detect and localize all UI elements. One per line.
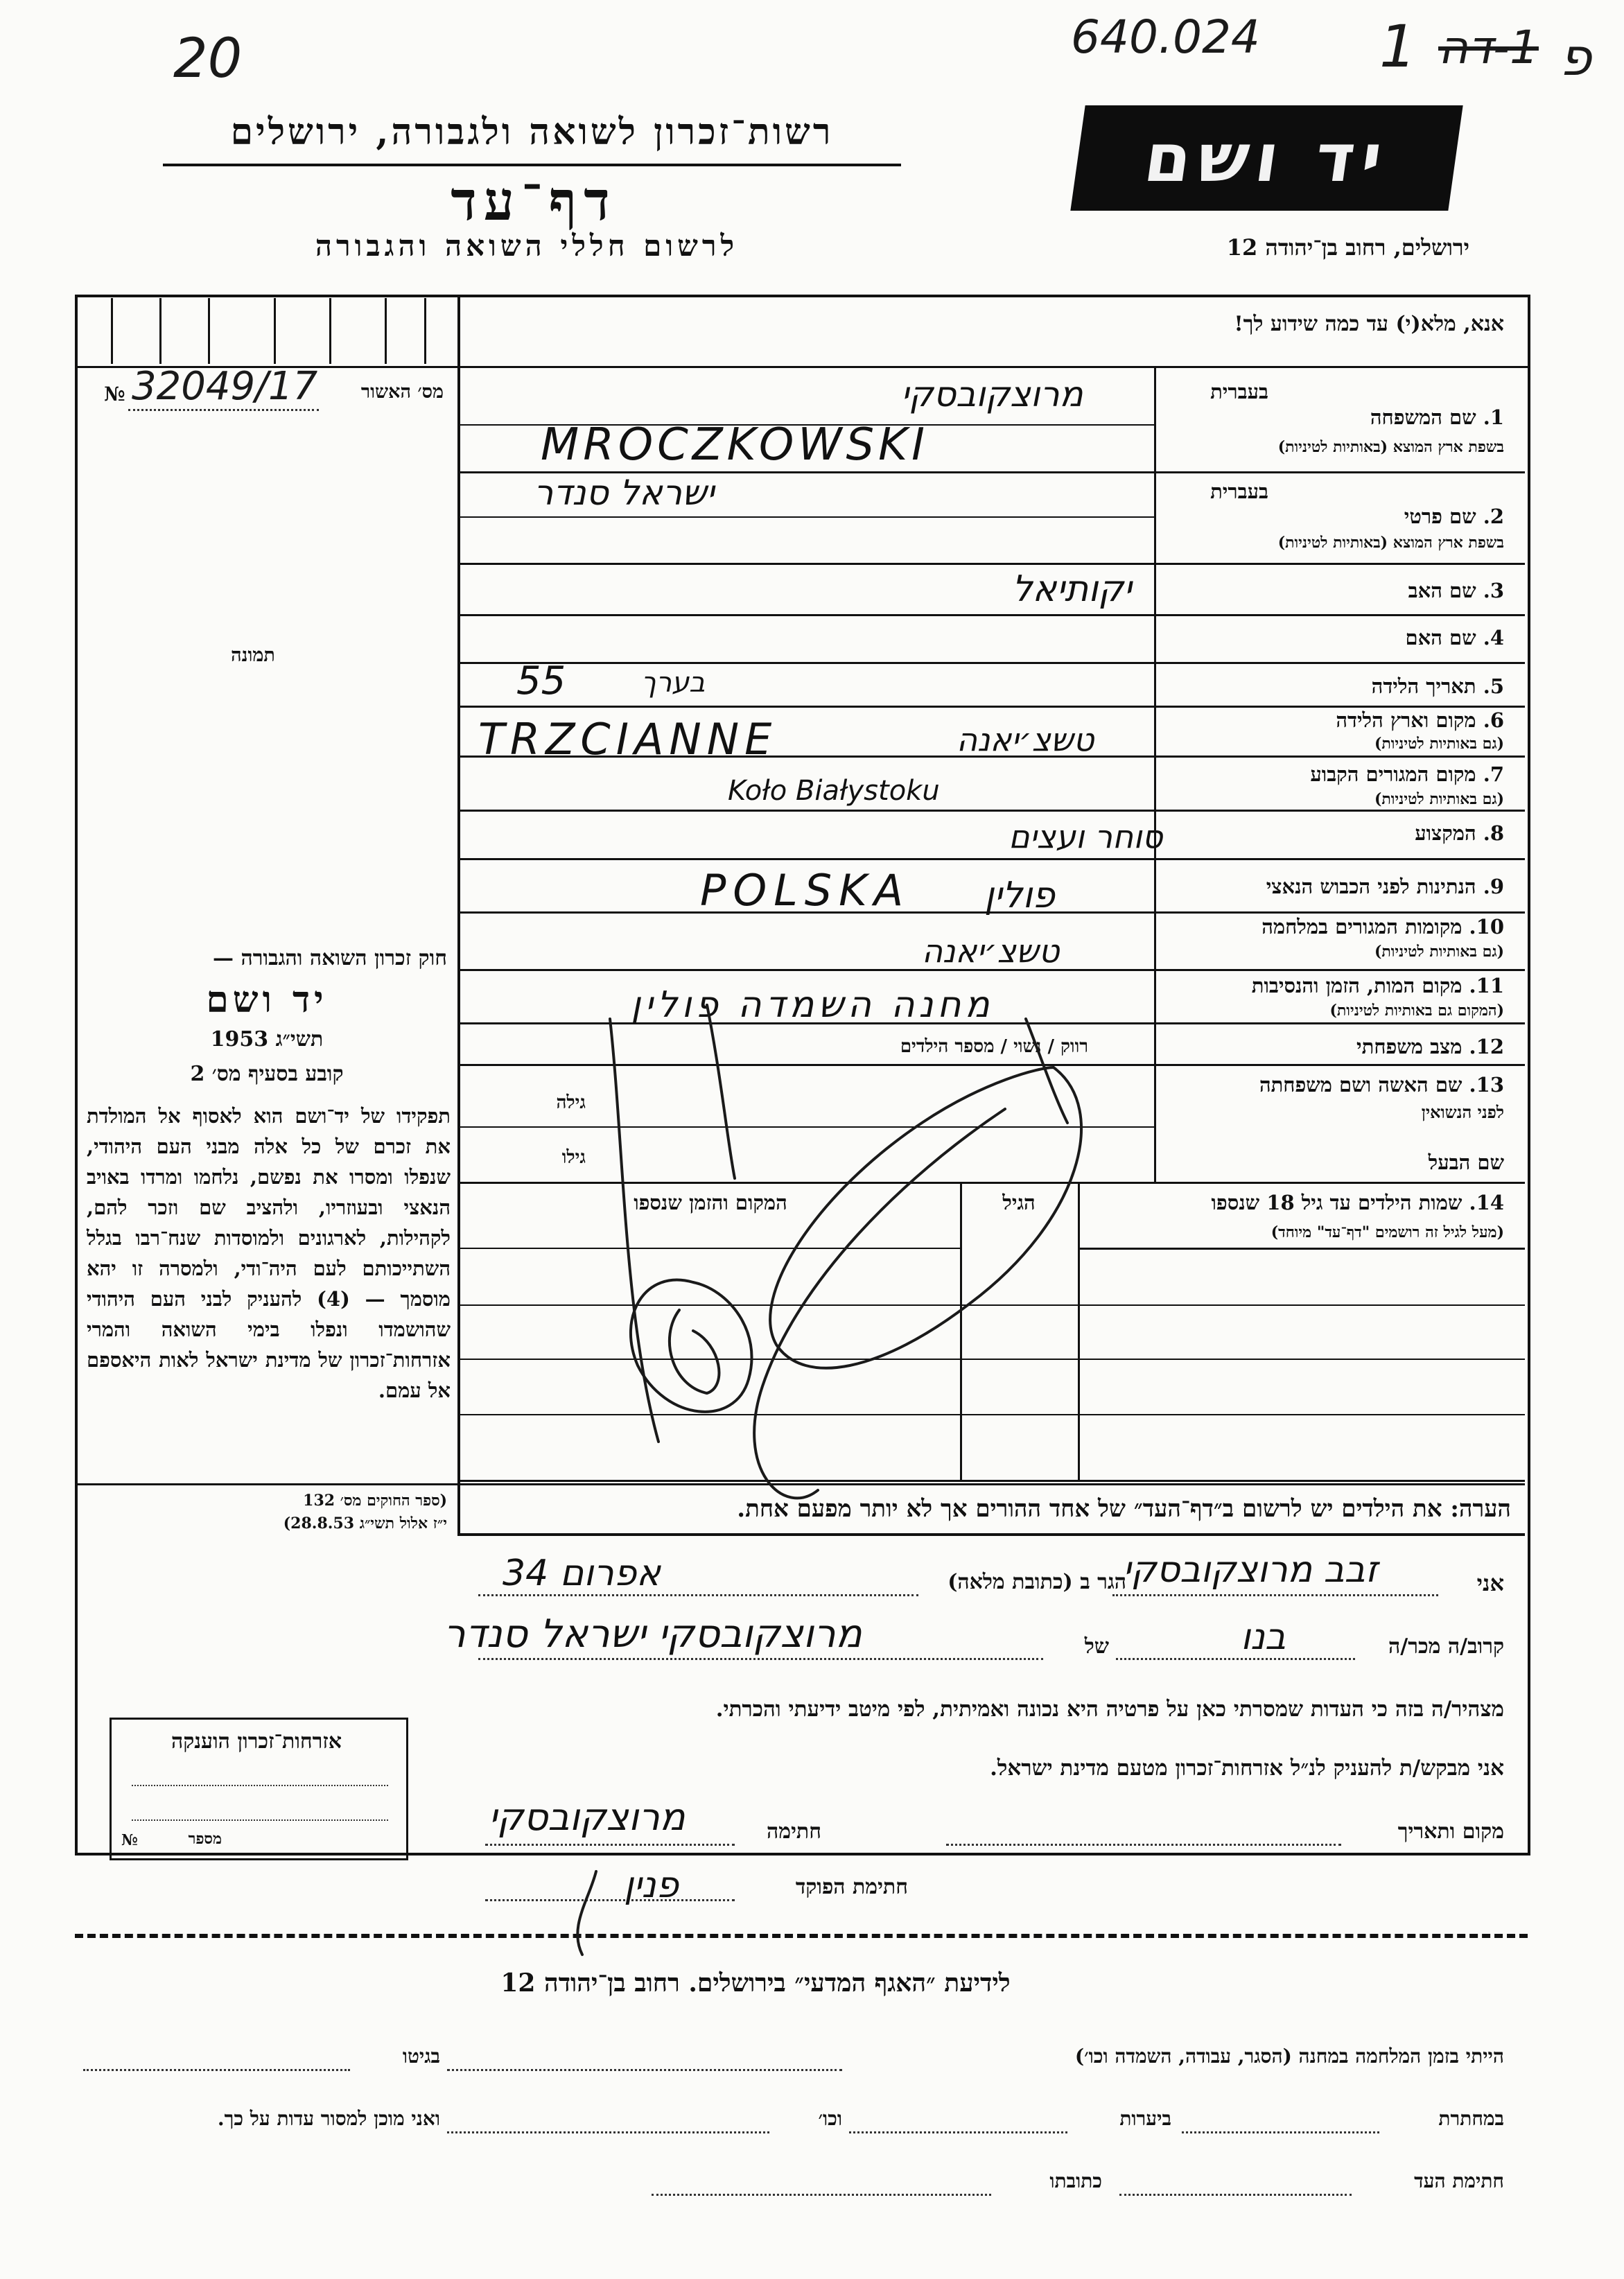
footer-line2-b: ביערות <box>1119 2107 1171 2130</box>
field-11-value: מחנה השמדה פולין <box>631 984 994 1026</box>
field-6-label: 6. מקום וארץ הלידה <box>1336 708 1504 732</box>
place-date-label: מקום ותאריך <box>1397 1819 1504 1844</box>
field-3-value: יקותיאל <box>1012 568 1132 610</box>
field-10-sublabel: (גם באותיות לטיניות) <box>1374 943 1504 961</box>
in-hebrew-label-2: בעברית <box>1210 480 1268 503</box>
field-8-value: סוחר ועצים <box>1009 818 1163 855</box>
field-5-value-b: בערך <box>641 667 706 699</box>
field-2-label: 2. שם פרטי <box>1404 505 1504 528</box>
signature-value: מרוצקובסקי <box>489 1795 686 1839</box>
field-1-label: 1. שם המשפחה <box>1370 405 1504 429</box>
handwritten-archive-number: 640.024 <box>1071 10 1260 64</box>
field-9-hebrew-value: פולין <box>984 875 1055 916</box>
handwritten-sheet-code-new: פ <box>1560 28 1592 87</box>
field-4-label: 4. שם האם <box>1405 626 1504 649</box>
header-address: ירושלים, רחוב בן־יהודה 12 <box>1226 234 1469 261</box>
instructions: אנא, מלא(י) עד כמה שידוע לך! <box>1234 312 1504 336</box>
declaration-address-value: אפרום 34 <box>503 1553 661 1594</box>
husband-label: שם הבעל <box>1428 1151 1504 1174</box>
field-7-sublabel: (גם באותיות לטיניות) <box>1374 790 1504 808</box>
field-1-latin-value: MROCZKOWSKI <box>541 419 929 471</box>
field-2-hebrew-value: ישראל סנדר <box>534 473 715 513</box>
field-8-label: 8. המקצוע <box>1415 821 1504 845</box>
field-10-label: 10. מקומות המגורים במלחמה <box>1261 915 1504 938</box>
law-reference-2: י״ז אלול תשי״ג 28.8.53) <box>283 1514 447 1533</box>
citizenship-number-label: מספר <box>188 1830 222 1848</box>
field-6-latin-value: TRZCIANNE <box>478 714 778 765</box>
field-6-hebrew-value: טשצ׳יאנה <box>957 721 1094 758</box>
law-text: תפקידו של יד־ושם הוא לאסוף אל המולדת את זכרם של כל אלה מבני העם היהודי, שנפלו ומסרו את נפשם, נלחמו ומרדו באויב הנאצי ובעוזריו, ולהציב שם וזכר להם, לקהילות, לארגונים ולמוסדות שנח־רבו בגלל השתייכותם לעם היה־ודי, ולמסרה זו יהא מוסמך — (4) להעניק לבני העם היהודי שהושמדו ונפלו בימי השואה והמרי אזרחות־זכרון של מדינת ישראל לאות היאספם אל עמם. <box>87 1104 451 1402</box>
photo-label: תמונה <box>231 645 275 666</box>
declaration-statement: מצהיר/ה בזה כי העדות שמסרתי כאן על פרטיה היא נכונה ואמיתית, לפי מיטב ידיעתי והכרתי. <box>715 1697 1504 1722</box>
handwritten-page-number: 20 <box>173 28 243 90</box>
form-title: דף־עד <box>451 170 617 233</box>
declaration-of-value: מרוצקובסקי ישראל סנדר <box>444 1612 862 1657</box>
field-14-label: 14. שמות הילדים עד גיל 18 שנספו <box>1211 1191 1504 1214</box>
declaration-relative-value: בנו <box>1241 1616 1286 1658</box>
law-reference-1: (ספר החוקים מס׳ 132 <box>303 1492 447 1510</box>
signature-label: חתימה <box>767 1819 821 1844</box>
husband-age-label: גילו <box>561 1147 586 1168</box>
note: הערה: את הילדים יש לרשום ב״דף־העד״ של אחד ההורים אך לא יותר מפעם אחת. <box>737 1495 1511 1523</box>
field-13-label: 13. שם האשה ושם משפחתה <box>1259 1073 1504 1097</box>
wife-age-label: גילה <box>556 1092 586 1113</box>
handwritten-sheet-number: 1 <box>1379 12 1417 80</box>
footer-line2-c: וכו׳ <box>818 2107 842 2130</box>
footer-line3-a: חתימת העד <box>1414 2169 1504 2192</box>
logo-text: יד ושם <box>1140 119 1394 197</box>
field-10-value: טשצ׳יאנה <box>922 932 1060 970</box>
declaration-of-label: של <box>1084 1634 1109 1659</box>
field-9-label: 9. הנתינות לפני הכבוש הנאצי <box>1266 875 1504 898</box>
authority-title: רשות־זכרון לשואה ולגבורה, ירושלים <box>230 111 834 153</box>
declaration-name-value: זבב מרוצקובסקי <box>1123 1549 1378 1591</box>
field-14-sublabel: (מעל לגיל זה רושמים "דף־עד" מיוחד) <box>1271 1223 1504 1241</box>
no-symbol: № <box>104 383 125 405</box>
field-1-hebrew-value: מרוצקובסקי <box>901 374 1083 414</box>
form-subtitle: לרשום חללי השואה והגבורה <box>315 229 739 263</box>
footer-line1-a: הייתי בזמן המלחמה במחנה (הסגר, עבודה, השמדה וכו׳) <box>1074 2045 1504 2068</box>
in-hebrew-label-1: בעברית <box>1210 380 1268 403</box>
field-12-label: 12. מצב משפחתי <box>1356 1035 1504 1058</box>
footer-line2-d: ואני מוכן למסור עדות על כך. <box>217 2107 440 2130</box>
law-year: תשי״ג 1953 <box>210 1027 324 1051</box>
official-signature-label: חתימת הפוקד <box>795 1875 908 1899</box>
field-7-value: Koło Białystoku <box>728 775 940 807</box>
citizenship-box-title: אזרחות־זכרון הוענקה <box>171 1729 342 1754</box>
law-title: חוק זכרון השואה והגבורה — <box>213 946 447 970</box>
field-11-sublabel: (המקום גם באותיות לטיניות) <box>1329 1002 1504 1020</box>
handwritten-sheet-code-crossed: 1-דה <box>1438 21 1539 74</box>
children-age-column: הגיל <box>1002 1191 1036 1214</box>
declaration-request: אני מבקש/ת להעניק לנ״ל אזרחות־זכרון מטעם מדינת ישראל. <box>990 1756 1504 1781</box>
approval-number-value: 32049/17 <box>132 364 318 409</box>
field-6-sublabel: (גם באותיות לטיניות) <box>1374 735 1504 753</box>
field-5-label: 5. תאריך הלידה <box>1371 674 1504 698</box>
footer-line2-a: במחתרת <box>1438 2107 1504 2130</box>
declaration-relative-label: קרוב/ה מכר/ה <box>1388 1634 1504 1659</box>
field-2-sublabel: בשפת ארץ המוצא (באותיות לטיניות) <box>1277 534 1504 552</box>
declaration-address-label: הגר ב (כתובת מלאה) <box>948 1570 1126 1594</box>
field-13-sublabel: לפני הנשואין <box>1421 1102 1504 1122</box>
field-5-value: 55 <box>516 658 566 704</box>
children-place-column: המקום והזמן שנספו <box>634 1191 787 1214</box>
footer-heading: לידיעת ״האגף המדעי״ בירושלים. רחוב בן־יהודה 12 <box>500 1968 1011 1998</box>
field-9-latin-value: POLSKA <box>700 865 911 916</box>
citizenship-no-symbol: № <box>121 1831 138 1849</box>
official-signature-value: פנין <box>624 1865 679 1906</box>
field-1-sublabel: בשפת ארץ המוצא (באותיות לטיניות) <box>1277 438 1504 456</box>
field-7-label: 7. מקום המגורים הקבוע <box>1310 762 1504 786</box>
declaration-i-label: אני <box>1476 1570 1504 1596</box>
law-section: קובע בסעיף מס׳ 2 <box>190 1062 344 1086</box>
field-11-label: 11. מקום המות, הזמן והנסיבות <box>1251 974 1504 997</box>
footer-line3-b: כתובתו <box>1049 2169 1102 2192</box>
field-12-options: רווק / נשוי / מספר הילדים <box>900 1036 1088 1057</box>
footer-line1-b: בגיטו <box>402 2045 440 2068</box>
law-name: יד ושם <box>206 979 328 1021</box>
approval-label: מס׳ האשור <box>360 381 444 403</box>
field-3-label: 3. שם האב <box>1408 579 1504 602</box>
